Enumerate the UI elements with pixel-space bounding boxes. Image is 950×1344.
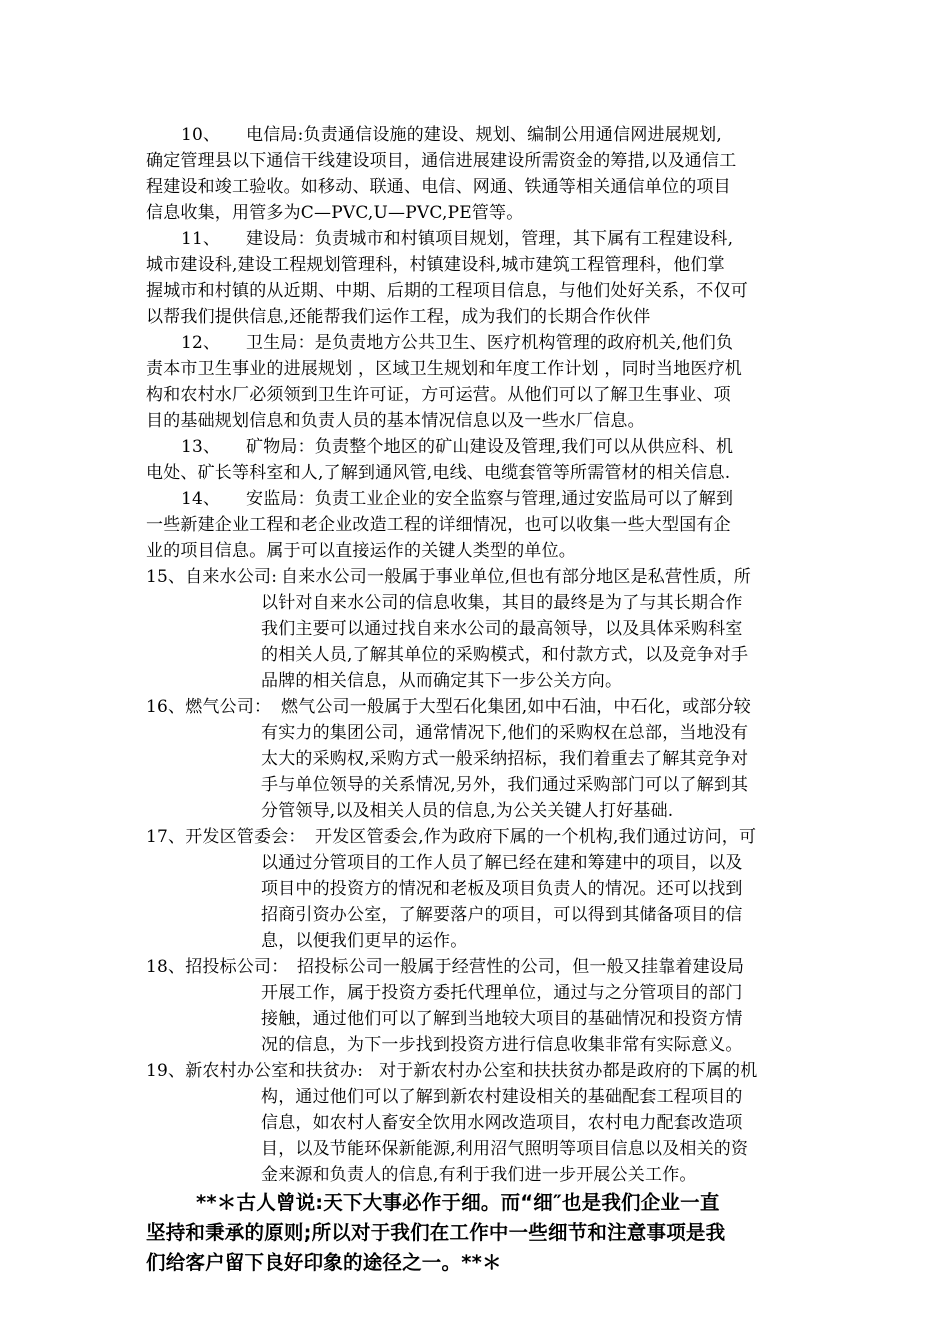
- item-line: 手与单位领导的关系情况,另外，我们通过采购部门可以了解到其: [261, 775, 749, 795]
- item-line: 以帮我们提供信息,还能帮我们运作工程，成为我们的长期合作伙伴: [146, 307, 651, 327]
- item-line: 卫生局：是负责地方公共卫生、医疗机构管理的政府机关,他们负: [246, 333, 734, 353]
- item-heading: 16、燃气公司：: [146, 697, 272, 717]
- item-line: 握城市和村镇的从近期、中期、后期的工程项目信息，与他们处好关系，不仅可: [146, 281, 748, 301]
- item-line: 分管领导,以及相关人员的信息,为公关关键人打好基础.: [261, 801, 674, 821]
- item-line: 信息收集，用管多为C—PVC,U—PVC,PE管等。: [146, 203, 524, 223]
- item-number: 10、: [181, 125, 221, 145]
- item-line: 招投标公司一般属于经营性的公司，但一般又挂靠着建设局: [297, 957, 745, 977]
- item-line: 燃气公司一般属于大型石化集团,如中石油，中石化，或部分较: [281, 697, 752, 717]
- item-line: 以针对自来水公司的信息收集，其目的最终是为了与其长期合作: [261, 593, 743, 613]
- item-line: 品牌的相关信息，从而确定其下一步公关方向。: [261, 671, 623, 691]
- item-line: 构和农村水厂必须领到卫生许可证，方可运营。从他们可以了解卫生事业、项: [146, 385, 731, 405]
- item-line: 自来水公司一般属于事业单位,但也有部分地区是私营性质，所: [281, 567, 752, 587]
- item-line: 业的项目信息。属于可以直接运作的关键人类型的单位。: [146, 541, 576, 561]
- item-heading: 19、新农村办公室和扶贫办:: [146, 1061, 364, 1081]
- item-line: 建设局：负责城市和村镇项目规划，管理，其下属有工程建设科,: [246, 229, 734, 249]
- closing-line: 坚持和秉承的原则;所以对于我们在工作中一些细节和注意事项是我: [146, 1221, 726, 1244]
- closing-line: **＊古人曾说:天下大事必作于细。而“细″也是我们企业一直: [196, 1191, 720, 1214]
- item-line: 我们主要可以通过找自来水公司的最高领导，以及具体采购科室: [261, 619, 743, 639]
- item-line: 程建设和竣工验收。如移动、联通、电信、网通、铁通等相关通信单位的项目: [146, 177, 731, 197]
- item-line: 的相关人员,了解其单位的采购模式，和付款方式，以及竞争对手: [261, 645, 749, 665]
- item-number: 14、: [181, 489, 221, 509]
- item-line: 对于新农村办公室和扶扶贫办都是政府的下属的机: [379, 1061, 758, 1081]
- item-line: 矿物局：负责整个地区的矿山建设及管理,我们可以从供应科、机: [246, 437, 734, 457]
- item-heading: 15、自来水公司:: [146, 567, 278, 587]
- item-line: 息，以便我们更早的运作。: [261, 931, 468, 951]
- item-line: 电处、矿长等科室和人,了解到通风管,电线、电缆套管等所需管材的相关信息.: [146, 463, 731, 483]
- item-line: 太大的采购权,采购方式一般采纳招标，我们着重去了解其竞争对: [261, 749, 749, 769]
- item-line: 城市建设科,建设工程规划管理科，村镇建设科,城市建筑工程管理科，他们掌: [146, 255, 725, 275]
- item-line: 招商引资办公室，了解要落户的项目，可以得到其储备项目的信: [261, 905, 743, 925]
- item-number: 11、: [181, 229, 221, 249]
- item-line: 有实力的集团公司，通常情况下,他们的采购权在总部，当地没有: [261, 723, 749, 743]
- item-number: 12、: [181, 333, 221, 353]
- item-heading: 18、招投标公司：: [146, 957, 289, 977]
- item-line: 开发区管委会,作为政府下属的一个机构,我们通过访问，可: [315, 827, 757, 847]
- item-line: 责本市卫生事业的进展规划 ，区域卫生规划和年度工作计划 ，同时当地医疗机: [146, 359, 743, 379]
- item-line: 目的基础规划信息和负责人员的基本情况信息以及一些水厂信息。: [146, 411, 645, 431]
- item-line: 金来源和负责人的信息,有利于我们进一步开展公关工作。: [261, 1165, 697, 1185]
- item-line: 接触，通过他们可以了解到当地较大项目的基础情况和投资方情: [261, 1009, 743, 1029]
- item-number: 13、: [181, 437, 221, 457]
- item-line: 项目中的投资方的情况和老板及项目负责人的情况。还可以找到: [261, 879, 743, 899]
- item-line: 安监局：负责工业企业的安全监察与管理,通过安监局可以了解到: [246, 489, 734, 509]
- item-line: 电信局:负责通信设施的建设、规划、编制公用通信网进展规划,: [246, 125, 722, 145]
- item-line: 构，通过他们可以了解到新农村建设相关的基础配套工程项目的: [261, 1087, 743, 1107]
- item-line: 开展工作，属于投资方委托代理单位，通过与之分管项目的部门: [261, 983, 743, 1003]
- item-line: 况的信息，为下一步找到投资方进行信息收集非常有实际意义。: [261, 1035, 743, 1055]
- item-heading: 17、开发区管委会：: [146, 827, 306, 847]
- item-line: 目，以及节能环保新能源,利用沼气照明等项目信息以及相关的资: [261, 1139, 749, 1159]
- closing-line: 们给客户留下良好印象的途径之一。**＊: [146, 1251, 502, 1274]
- item-line: 信息，如农村人畜安全饮用水网改造项目，农村电力配套改造项: [261, 1113, 743, 1133]
- item-line: 以通过分管项目的工作人员了解已经在建和筹建中的项目，以及: [261, 853, 743, 873]
- item-line: 一些新建企业工程和老企业改造工程的详细情况，也可以收集一些大型国有企: [146, 515, 731, 535]
- item-line: 确定管理县以下通信干线建设项目，通信进展建设所需资金的筹措,以及通信工: [146, 151, 737, 171]
